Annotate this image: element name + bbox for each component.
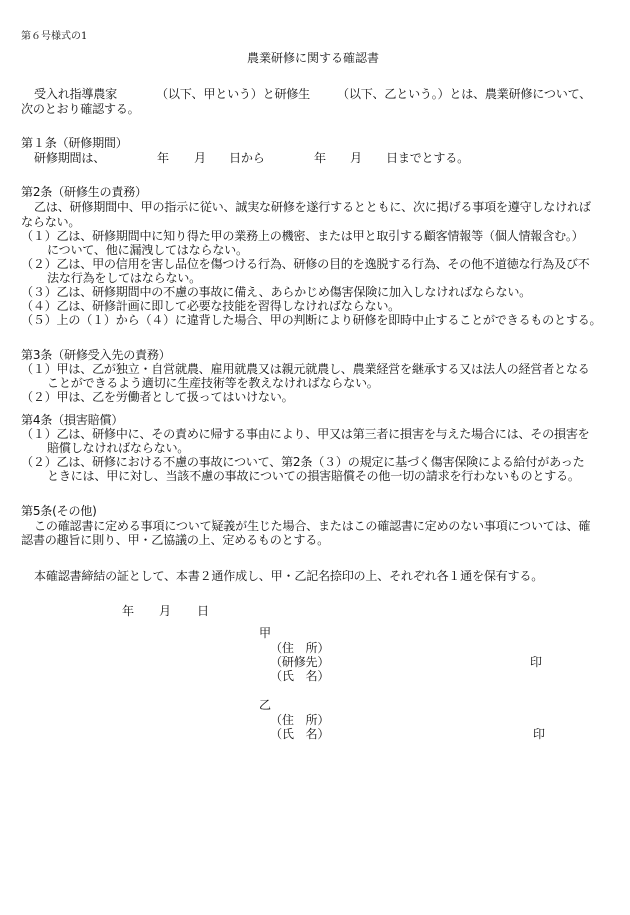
article4-heading: 第4条（損害賠償） bbox=[21, 413, 124, 427]
article3-line: （１）甲は、乙が独立・自営就農、雇用就農又は親元就農し、農業経営を継承する又は法人の経営者となる bbox=[21, 362, 590, 376]
article2-heading: 第2条（研修生の責務） bbox=[21, 185, 147, 199]
party-a-training-site: （研修先） bbox=[270, 655, 330, 669]
article2-line: ならない。 bbox=[21, 215, 81, 229]
party-a-name: （氏 名） bbox=[270, 669, 330, 683]
closing-statement: 本確認書締結の証として、本書２通作成し、甲・乙記名捺印の上、それぞれ各１通を保有する。 bbox=[34, 569, 544, 583]
intro-trainee: （以下、甲という）と研修生 bbox=[156, 87, 310, 101]
period-end-year: 年 bbox=[314, 151, 326, 165]
article2-line: 法な行為をしてはならない。 bbox=[47, 271, 201, 285]
article4-line: （２）乙は、研修における不慮の事故について、第2条（３）の規定に基づく傷害保険による給付があった bbox=[21, 455, 585, 469]
party-b-name: （氏 名） bbox=[270, 727, 330, 741]
form-number: 第６号様式の1 bbox=[21, 31, 88, 42]
article2-line: （２）乙は、甲の信用を害し品位を傷つける行為、研修の目的を逸脱する行為、その他不道徳な行為及び不 bbox=[21, 257, 590, 271]
period-end-month: 月 bbox=[350, 151, 362, 165]
article2-line: 乙は、研修期間中、甲の指示に従い、誠実な研修を遂行するとともに、次に掲げる事項を遵守しなければ bbox=[34, 200, 591, 214]
article3-heading: 第3条（研修受入先の責務） bbox=[21, 348, 171, 362]
article5-heading: 第5条(その他) bbox=[21, 504, 97, 518]
party-b-address: （住 所） bbox=[270, 713, 330, 727]
period-start-month: 月 bbox=[194, 151, 206, 165]
party-b-label: 乙 bbox=[259, 698, 271, 712]
period-start-year: 年 bbox=[157, 151, 169, 165]
article2-line: （３）乙は、研修期間中の不慮の事故に備え、あらかじめ傷害保険に加入しなければならない。 bbox=[21, 285, 532, 299]
period-start-day: 日から bbox=[229, 151, 265, 165]
party-b-seal-mark: 印 bbox=[533, 727, 545, 741]
party-a-address: （住 所） bbox=[270, 641, 330, 655]
article4-line: （１）乙は、研修中に、その責めに帰する事由により、甲又は第三者に損害を与えた場合には、その損害を bbox=[21, 427, 590, 441]
sign-date-year: 年 bbox=[122, 604, 134, 618]
article2-line: （１）乙は、研修期間中に知り得た甲の業務上の機密、または甲と取引する顧客情報等（個人情報含む。） bbox=[21, 229, 584, 243]
article4-line: 賠償しなければならない。 bbox=[47, 441, 190, 455]
intro-purpose: （以下、乙という。）とは、農業研修について、 bbox=[337, 87, 592, 101]
article3-line: ことができるよう適切に生産技術等を教えなければならない。 bbox=[47, 376, 379, 390]
article5-line: 認書の趣旨に則り、甲・乙協議の上、定めるものとする。 bbox=[21, 533, 329, 547]
document-title: 農業研修に関する確認書 bbox=[247, 51, 380, 65]
sign-date-day: 日 bbox=[197, 604, 209, 618]
article2-line: （５）上の（１）から（４）に違背した場合、甲の判断により研修を即時中止することができるものとする。 bbox=[21, 313, 602, 327]
intro-host-farm: 受入れ指導農家 bbox=[34, 87, 117, 101]
article5-line: この確認書に定める事項について疑義が生じた場合、またはこの確認書に定めのない事項については、確 bbox=[34, 519, 591, 533]
article3-line: （２）甲は、乙を労働者として扱ってはいけない。 bbox=[21, 390, 294, 404]
article4-line: ときには、甲に対し、当該不慮の事故についての損害賠償その他一切の請求を行わないものとする。 bbox=[47, 469, 580, 483]
period-end-day: 日までとする。 bbox=[386, 151, 469, 165]
intro-line2: 次のとおり確認する。 bbox=[21, 102, 140, 116]
article2-line: について、他に漏洩してはならない。 bbox=[47, 243, 248, 257]
party-a-label: 甲 bbox=[259, 626, 271, 640]
article2-line: （４）乙は、研修計画に即して必要な技能を習得しなければならない。 bbox=[21, 299, 401, 313]
period-prefix: 研修期間は、 bbox=[34, 151, 106, 165]
sign-date-month: 月 bbox=[159, 604, 171, 618]
article1-heading: 第１条（研修期間） bbox=[21, 136, 128, 150]
party-a-seal-mark: 印 bbox=[530, 655, 542, 669]
